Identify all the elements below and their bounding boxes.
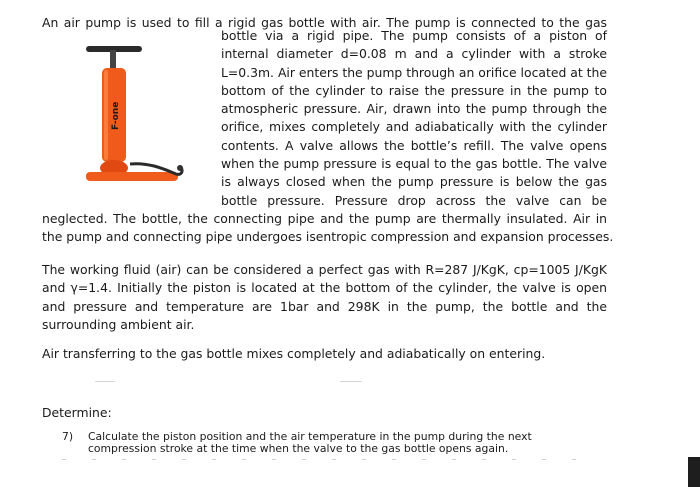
working-fluid-line: The working fluid (air) can be considered a perfect gas with R=287 J/KgK, cp=1005 J/KgK bbox=[42, 262, 607, 277]
intro-wrapped-text bbox=[221, 27, 607, 210]
working-fluid-line: and pressure and temperature are 1bar and 298K in the pump, the bottle and the bbox=[42, 298, 607, 314]
scan-artifact bbox=[62, 459, 592, 460]
intro-wrapped-line: contents. A valve allows the bottle’s refill. The valve opens bbox=[221, 137, 607, 153]
intro-line-1: An air pump is used to fill a rigid gas bottle with air. The pump is connected to the gas bbox=[42, 15, 607, 30]
intro-wrapped-line: atmospheric pressure. Air, drawn into the pump through the bbox=[221, 101, 607, 117]
working-fluid-line: surrounding ambient air. bbox=[42, 317, 195, 333]
pump-brand-label: F-one bbox=[111, 101, 121, 130]
intro-wrapped-line: bottom of the cylinder to raise the pressure in the pump to bbox=[221, 82, 607, 98]
page-edge-shadow bbox=[688, 457, 700, 487]
intro-full-line: neglected. The bottle, the connecting pipe and the pump are thermally insulated. Air in bbox=[42, 211, 607, 226]
intro-wrapped-line: orifice, mixes completely and adiabatically with the cylinder bbox=[221, 119, 607, 135]
scan-artifact bbox=[95, 381, 115, 382]
intro-wrapped-line: internal diameter d=0.08 m and a cylinder with a stroke bbox=[221, 46, 607, 62]
question-text-1: Calculate the piston position and the air temperature in the pump during the next bbox=[88, 430, 532, 443]
question-number: 7) bbox=[62, 430, 74, 443]
intro-wrapped-line: L=0.3m. Air enters the pump through an orifice located at the bbox=[221, 64, 607, 80]
mixing-note: Air transferring to the gas bottle mixes completely and adiabatically on entering. bbox=[42, 346, 546, 361]
intro-full-width-text bbox=[42, 210, 614, 246]
scan-artifact bbox=[340, 381, 362, 382]
pump-image bbox=[80, 44, 200, 204]
intro-wrapped-line: is always closed when the pump pressure is below the gas bbox=[221, 174, 607, 190]
determine-label: Determine: bbox=[42, 405, 112, 420]
question-item bbox=[62, 431, 604, 455]
working-fluid-paragraph bbox=[42, 261, 607, 335]
intro-wrapped-line: bottle pressure. Pressure drop across the valve can be bbox=[221, 192, 607, 208]
intro-wrapped-line: when the pump pressure is equal to the gas bottle. The valve bbox=[221, 156, 607, 172]
intro-full-line: the pump and connecting pipe undergoes isentropic compression and expansion processes. bbox=[42, 229, 614, 244]
intro-wrapped-line: bottle via a rigid pipe. The pump consists of a piston of bbox=[221, 28, 607, 43]
question-line-2: compression stroke at the time when the valve to the gas bottle opens again. bbox=[88, 442, 509, 455]
working-fluid-line: and γ=1.4. Initially the piston is located at the bottom of the cylinder, the valve is open bbox=[42, 280, 607, 296]
air-pump-illustration bbox=[80, 44, 200, 204]
